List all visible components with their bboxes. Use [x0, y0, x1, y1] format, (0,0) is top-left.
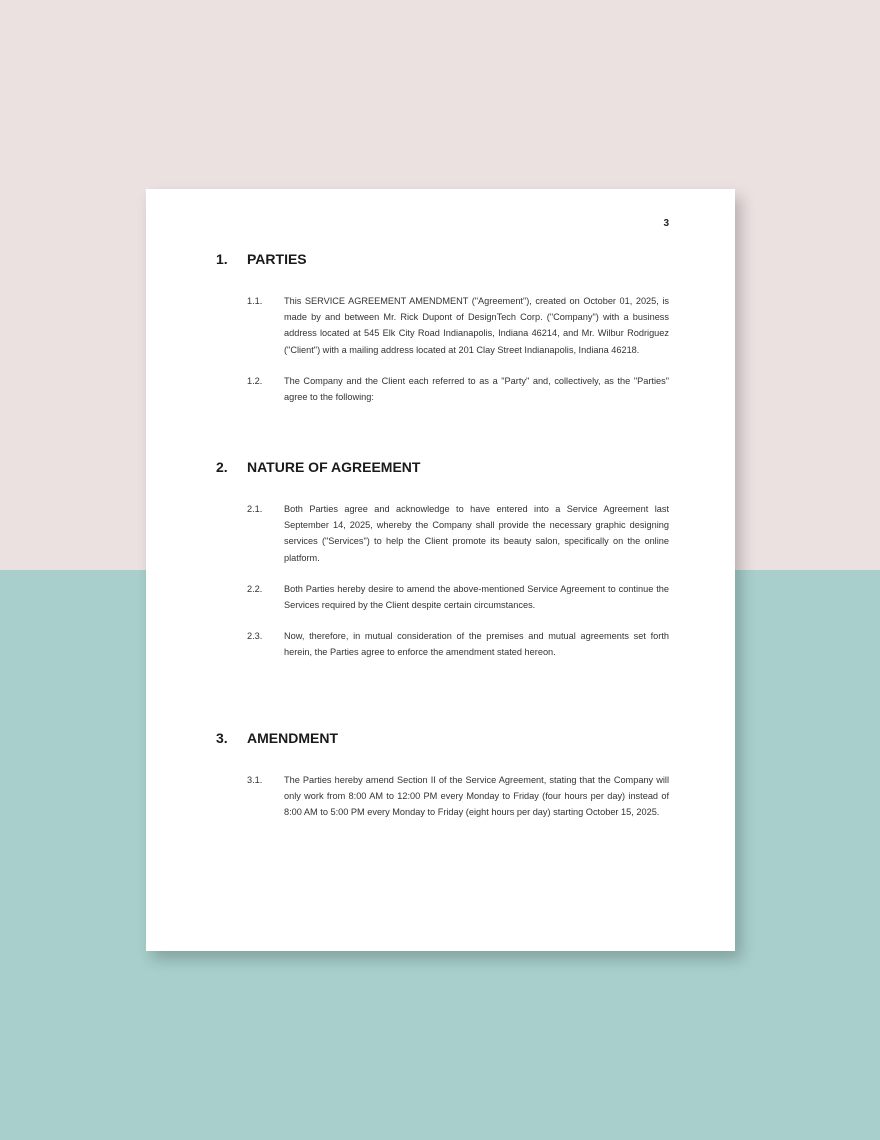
clause-number: 1.1.	[247, 296, 263, 306]
clause-text: The Parties hereby amend Section II of the Service Agreement, stating that the Company will only work from 8:00 AM to 12:00 PM every Monday to Friday (four hours per day) instead of 8:00 AM to 5:00 PM every Monday to Friday (eight hours per day) starting October 15, 2025.	[284, 775, 669, 818]
clause-text: Both Parties agree and acknowledge to have entered into a Service Agreement last September 14, 2025, whereby the Company shall provide the necessary graphic designing services ("Services") to help the Client promote its beauty salon, specifically on the online platform.	[284, 504, 669, 563]
clause-3-1	[216, 772, 669, 821]
section-heading	[216, 459, 669, 481]
section-title: PARTIES	[247, 251, 307, 267]
clause-text: Now, therefore, in mutual consideration of the premises and mutual agreements set forth herein, the Parties agree to enforce the amendment stated hereon.	[284, 631, 669, 658]
clause-text: Both Parties hereby desire to amend the above-mentioned Service Agreement to continue the Services required by the Client despite certain circumstances.	[284, 583, 669, 611]
section-title: NATURE OF AGREEMENT	[247, 459, 421, 475]
document-page	[146, 189, 735, 951]
clause-text: This SERVICE AGREEMENT AMENDMENT ("Agreement"), created on October 01, 2025, is made by and between Mr. Rick Dupont of DesignTech Corp. ("Company") with a business address located at 545 Elk City Road Indianapolis, Indiana 46214, and Mr. Wilbur Rodriguez ("Client") with a mailing address located at 201 Clay Street Indianapolis, Indiana 46218.	[284, 296, 669, 355]
clause-2-3	[216, 628, 669, 660]
clause-number: 3.1.	[247, 775, 263, 785]
section-number: 3.	[216, 730, 228, 746]
section-heading	[216, 730, 669, 752]
section-number: 1.	[216, 251, 228, 267]
clause-1-2	[216, 373, 669, 405]
section-nature-of-agreement	[216, 459, 669, 661]
clause-text: The Company and the Client each referred to as a "Party" and, collectively, as the "Parties" agree to the following:	[284, 375, 669, 403]
section-heading	[216, 251, 669, 273]
clause-number: 2.1.	[247, 504, 263, 514]
clause-2-1	[216, 501, 669, 566]
section-title: AMENDMENT	[247, 730, 338, 746]
clause-2-2	[216, 581, 669, 613]
clause-number: 2.2.	[247, 583, 263, 594]
section-parties	[216, 251, 669, 405]
section-number: 2.	[216, 459, 228, 475]
page-number: 3	[663, 218, 669, 229]
section-amendment	[216, 730, 669, 821]
clause-number: 2.3.	[247, 631, 263, 642]
clause-1-1	[216, 293, 669, 358]
clause-number: 1.2.	[247, 375, 263, 386]
